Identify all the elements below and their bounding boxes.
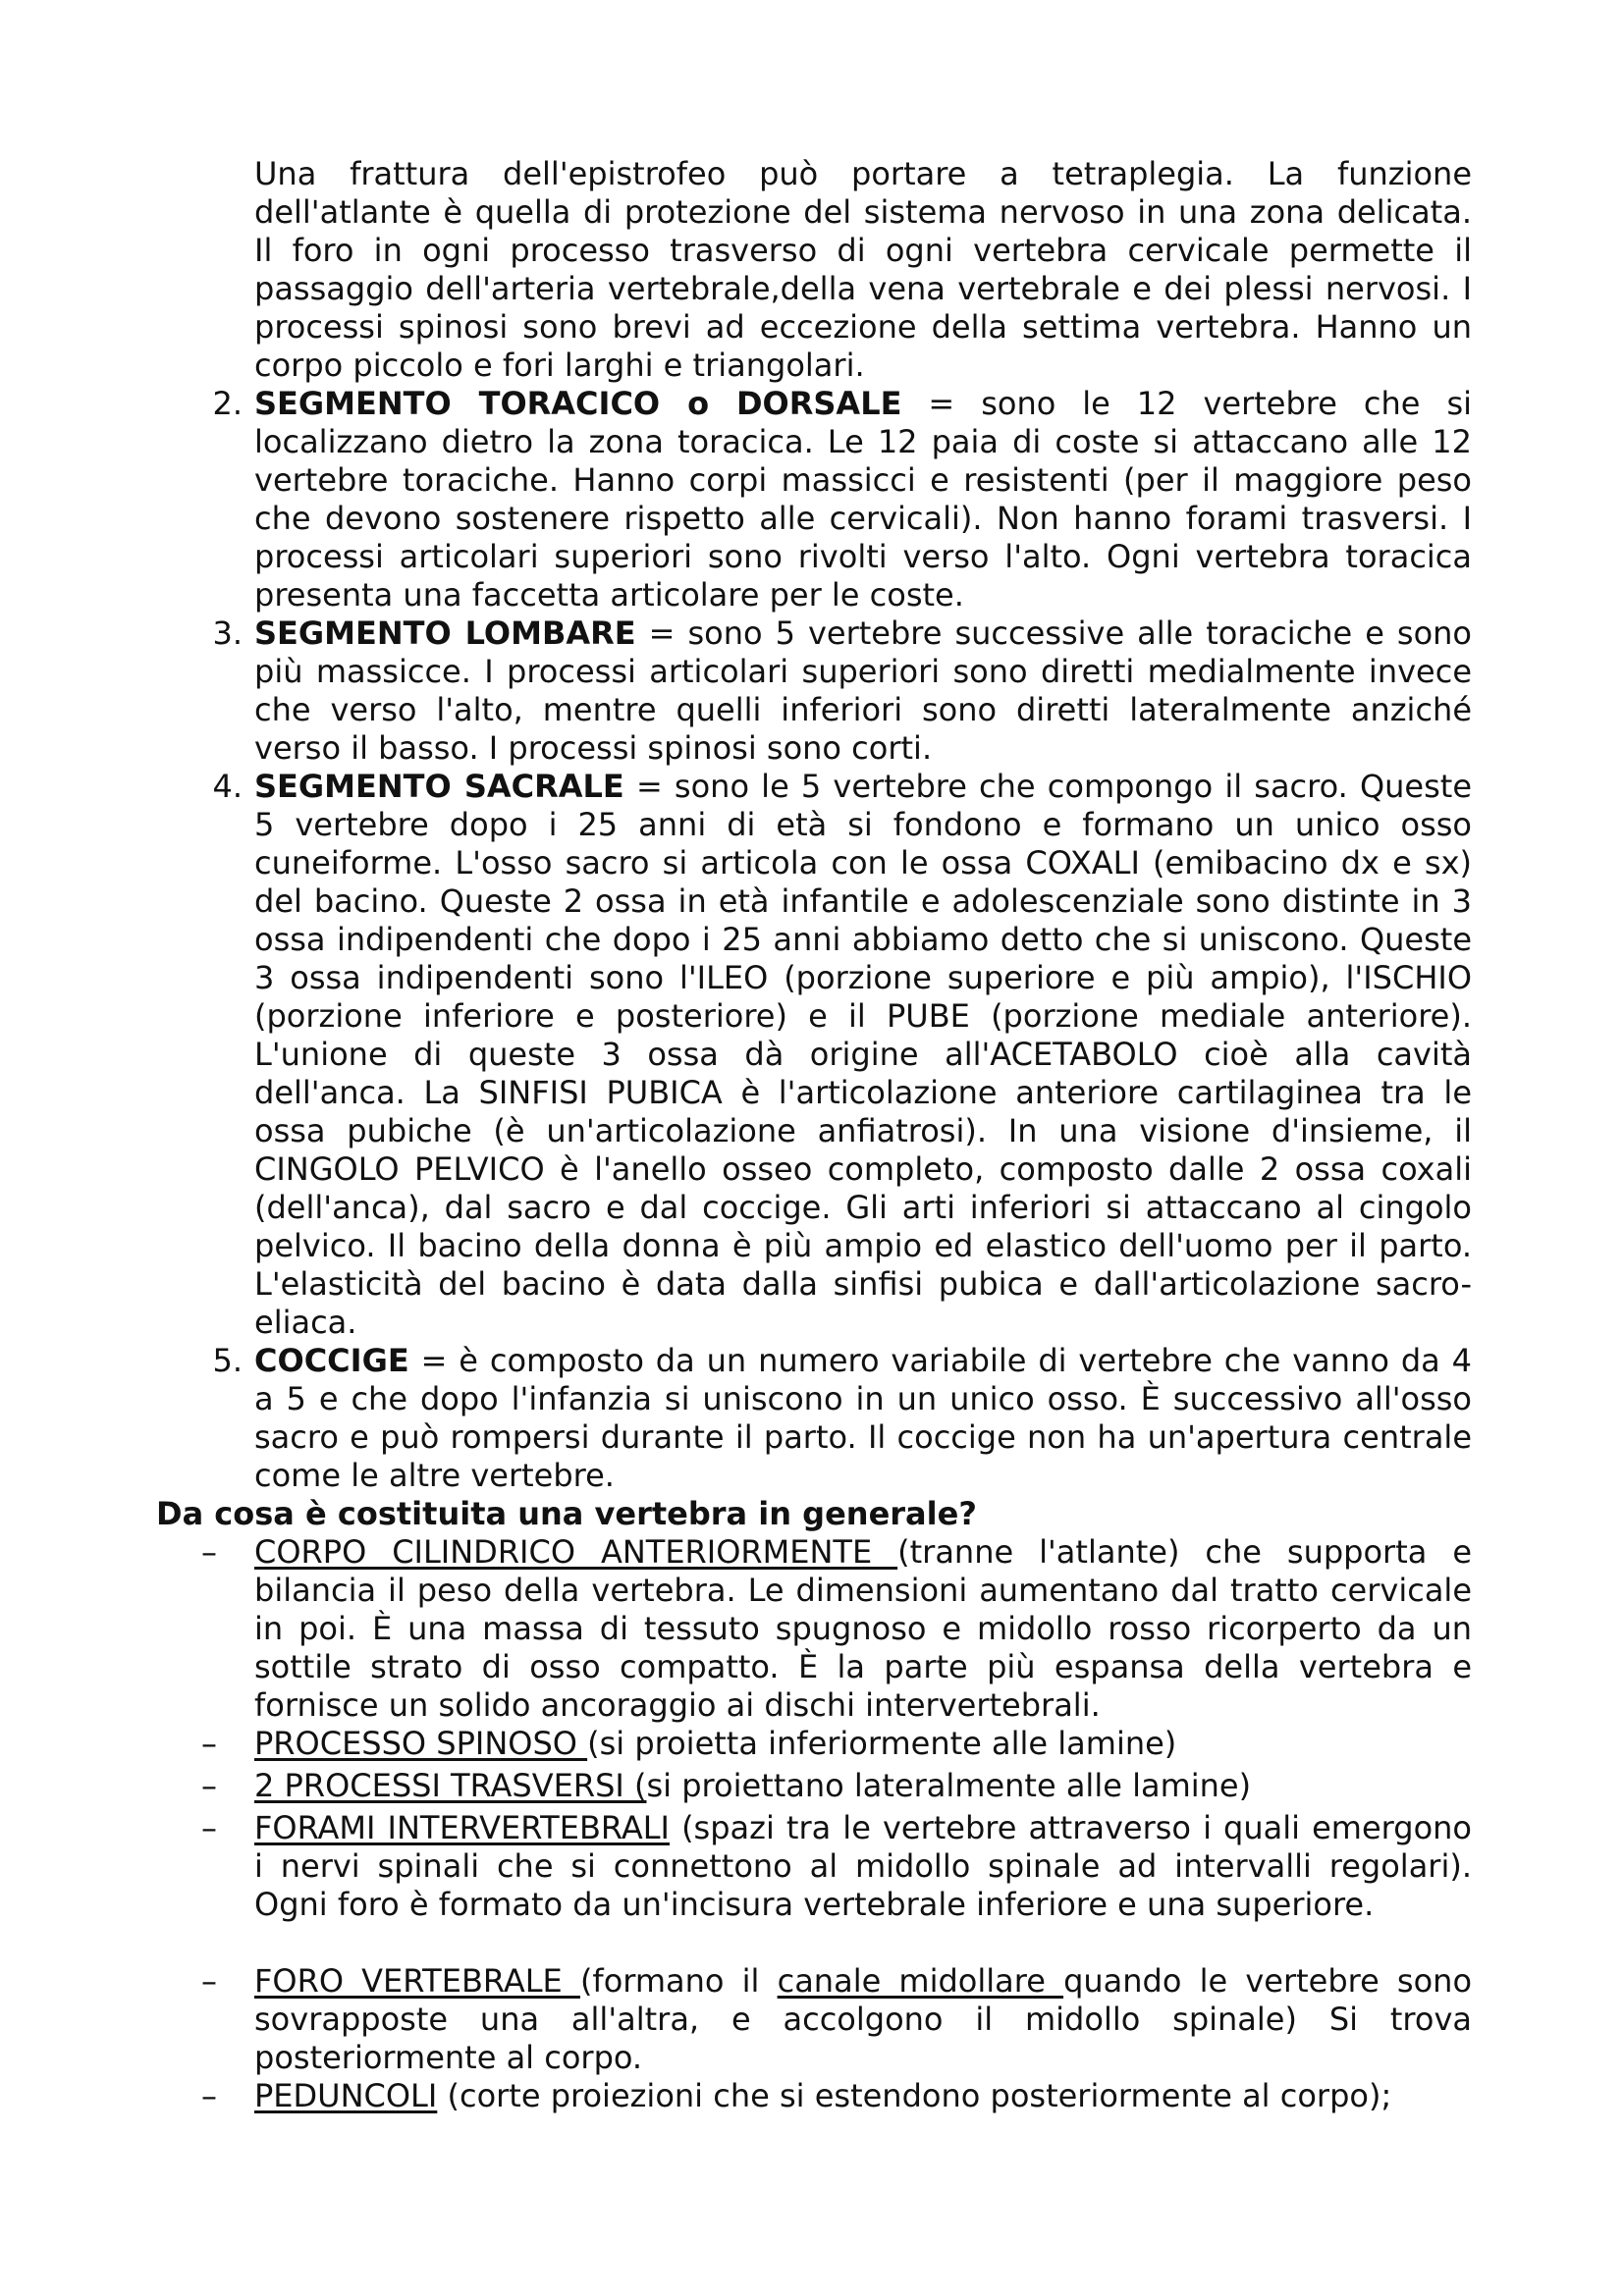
component-text: (spazi tra le vertebre attraverso i quali emergono i nervi spinali che si connettono al midollo spinale ad intervalli regolari). Ogni foro è formato da un'incisura vertebrale inferiore e una superiore. [254,1809,1473,1923]
list-number: 3. [212,614,243,652]
segment-text: = sono 5 vertebre successive alle toraciche e sono più massicce. I processi articolari superiori sono diretti medialmente invece che verso l'alto, mentre quelli inferiori sono diretti lateralmente anziché verso il basso. I processi spinosi sono corti. [254,614,1473,767]
section-heading: Da cosa è costituita una vertebra in generale? [156,1495,977,1532]
dash-bullet: – [201,2077,217,2114]
component-term: 2 PROCESSI TRASVERSI ( [254,1767,647,1804]
intro-text: Una frattura dell'epistrofeo può portare a tetraplegia. La funzione dell'atlante è quella di protezione del sistema nervoso in una zona delicata. Il foro in ogni processo trasverso di ogni vertebra cervicale permette il passaggio dell'arteria vertebrale,della vena vertebrale e dei plessi nervosi. I processi spinosi sono brevi ad eccezione della settima vertebra. Hanno un corpo piccolo e fori larghi e triangolari. [254,155,1472,384]
component-term: FORAMI INTERVERTEBRALI [254,1809,670,1846]
segment-text: = sono le 12 vertebre che si localizzano dietro la zona toracica. Le 12 paia di coste si attaccano alle 12 vertebre toraciche. Hanno corpi massicci e resistenti (per il maggiore peso che devono sostenere rispetto alle cervicali). Non hanno forami trasversi. I processi articolari superiori sono rivolti verso l'alto. Ogni vertebra toracica presenta una faccetta articolare per le coste. [254,385,1473,614]
component-text: (si proietta inferiormente alle lamine) [587,1725,1177,1762]
component-term: PEDUNCOLI [254,2077,438,2114]
segment-text: = è composto da un numero variabile di vertebre che vanno da 4 a 5 e che dopo l'infanzia si uniscono in un unico osso. È successivo all'osso sacro e può rompersi durante il parto. Il coccige non ha un'apertura centrale come le altre vertebre. [254,1342,1472,1494]
dash-bullet: – [201,1767,217,1804]
list-item-coccige [212,1342,1472,1495]
segment-text: = sono le 5 vertebre che compongo il sacro. Queste 5 vertebre dopo i 25 anni di età si fondono e formano un unico osso cuneiforme. L'osso sacro si articola con le ossa COXALI (emibacino dx e sx) del bacino. Queste 2 ossa in età infantile e adolescenziale sono distinte in 3 ossa indipendenti che dopo i 25 anni abbiamo detto che si uniscono. Queste 3 ossa indipendenti sono l'ILEO (porzione superiore e più ampio), l'ISCHIO (porzione inferiore e posteriore) e il PUBE (porzione mediale anteriore). L'unione di queste 3 ossa dà origine all'ACETABOLO cioè alla cavità dell'anca. La SINFISI PUBICA è l'articolazione anteriore cartilaginea tra le ossa pubiche (è un'articolazione anfiatrosi). In una visione d'insieme, il CINGOLO PELVICO è l'anello osseo completo, composto dalle 2 ossa coxali (dell'anca), dal sacro e dal coccige. Gli arti inferiori si attaccano al cingolo pelvico. Il bacino della donna è più ampio ed elastico dell'uomo per il parto. L'elasticità del bacino è data dalla sinfisi pubica e dall'articolazione sacro-eliaca. [254,768,1473,1341]
component-term: PROCESSO SPINOSO [254,1725,588,1762]
list-number: 4. [212,768,243,805]
segment-title: COCCIGE [254,1342,409,1379]
component-text: (tranne l'atlante) che supporta e bilancia il peso della vertebra. Le dimensioni aumentano dal tratto cervicale in poi. È una massa di tessuto spugnoso e midollo rosso ricorperto da un sottile strato di osso compatto. È la parte più espansa della vertebra e fornisce un solido ancoraggio ai dischi intervertebrali. [254,1533,1473,1724]
list-item-processi-trasversi [201,1767,1472,1805]
list-item-peduncoli [201,2077,1472,2115]
component-text: (corte proiezioni che si estendono posteriormente al corpo); [437,2077,1392,2114]
component-text: si proiettano lateralmente alle lamine) [646,1767,1252,1804]
segment-title: SEGMENTO LOMBARE [254,614,636,652]
list-item-processo-spinoso [201,1725,1472,1763]
list-item-corpo-cilindrico [201,1533,1473,1725]
dash-bullet: – [201,1962,217,2000]
segment-title: SEGMENTO SACRALE [254,768,624,805]
list-item-foro-vertebrale [201,1962,1473,2077]
list-item-segmento-sacrale [212,768,1473,1342]
dash-bullet: – [201,1809,217,1846]
intro-paragraph [254,155,1472,385]
component-term: CORPO CILINDRICO ANTERIORMENTE [254,1533,898,1571]
component-text-continued: quando le vertebre sono sovrapposte una all'altra, e accolgono il midollo spinale) Si trova posteriormente al corpo. [254,1962,1473,2076]
list-item-segmento-lombare [212,614,1473,768]
component-term-secondary: canale midollare [777,1962,1064,2000]
dash-bullet: – [201,1533,217,1571]
component-term: FORO VERTEBRALE [254,1962,580,2000]
segment-title: SEGMENTO TORACICO o DORSALE [254,385,902,422]
list-number: 2. [212,385,243,422]
list-item-forami-intervertebrali [201,1809,1473,1924]
list-number: 5. [212,1342,243,1379]
dash-bullet: – [201,1725,217,1762]
list-item-segmento-toracico [212,385,1473,614]
component-text: (formano il [579,1962,778,2000]
